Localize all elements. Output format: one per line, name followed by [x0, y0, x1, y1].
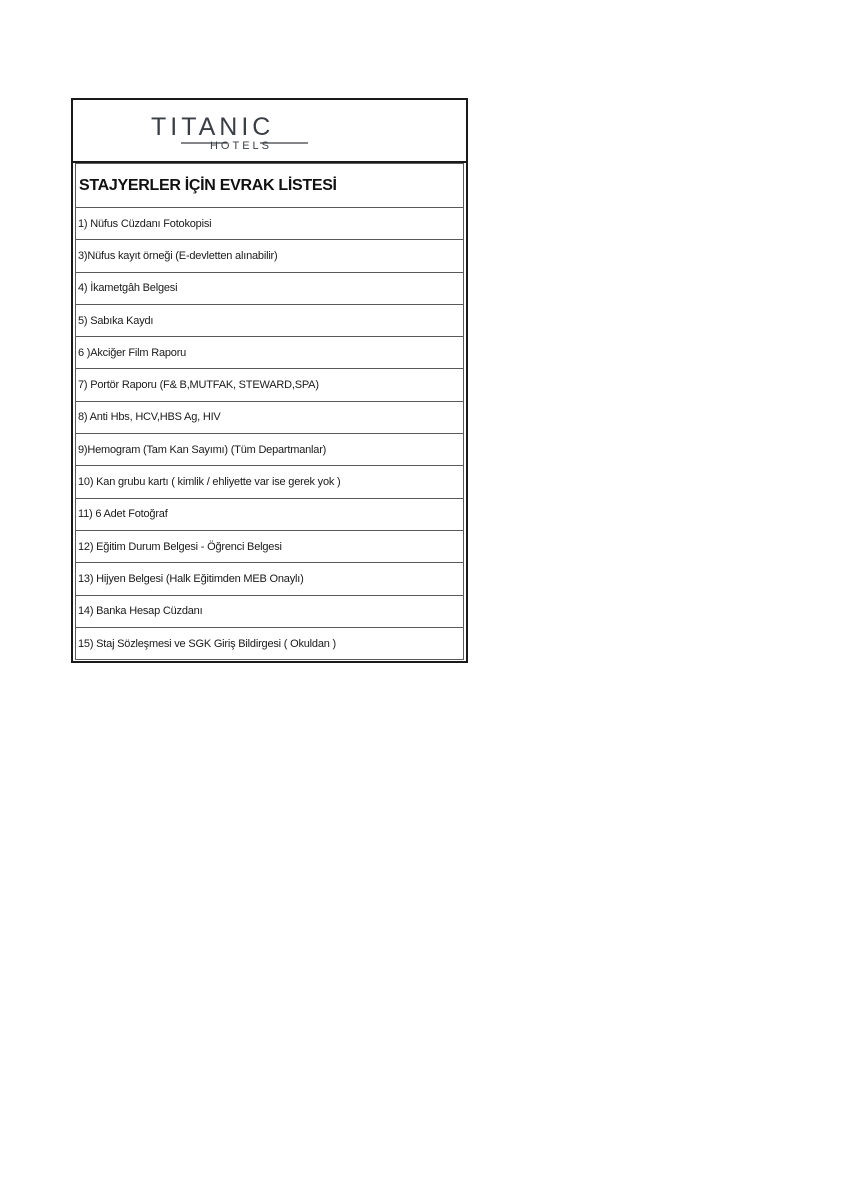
logo-header: [71, 98, 468, 163]
list-item: 9)Hemogram (Tam Kan Sayımı) (Tüm Departmanlar): [76, 434, 463, 466]
document-sheet: [71, 98, 468, 663]
list-item: 5) Sabıka Kaydı: [76, 305, 463, 337]
logo-sub-text: HOTELS: [209, 140, 273, 152]
list-item: 10) Kan grubu kartı ( kimlik / ehliyette var ise gerek yok ): [76, 466, 463, 498]
list-item: 4) İkametgâh Belgesi: [76, 273, 463, 305]
list-item: 11) 6 Adet Fotoğraf: [76, 499, 463, 531]
document-list: [75, 163, 464, 660]
list-item: 7) Portör Raporu (F& B,MUTFAK, STEWARD,SPA): [76, 369, 463, 401]
titanic-hotels-logo: [149, 110, 339, 154]
logo-brand-text: TITANIC: [151, 113, 275, 141]
document-list-box: [71, 162, 468, 663]
list-item: 6 )Akciğer Film Raporu: [76, 337, 463, 369]
list-item: 13) Hijyen Belgesi (Halk Eğitimden MEB Onaylı): [76, 563, 463, 595]
list-item: 3)Nüfus kayıt örneği (E-devletten alınabilir): [76, 240, 463, 272]
list-item: 1) Nüfus Cüzdanı Fotokopisi: [76, 208, 463, 240]
document-title: STAJYERLER İÇİN EVRAK LİSTESİ: [76, 164, 463, 208]
list-item: 12) Eğitim Durum Belgesi - Öğrenci Belgesi: [76, 531, 463, 563]
list-item: 15) Staj Sözleşmesi ve SGK Giriş Bildirgesi ( Okuldan ): [78, 637, 336, 650]
list-item: 8) Anti Hbs, HCV,HBS Ag, HIV: [76, 402, 463, 434]
list-item: 14) Banka Hesap Cüzdanı: [76, 596, 463, 628]
